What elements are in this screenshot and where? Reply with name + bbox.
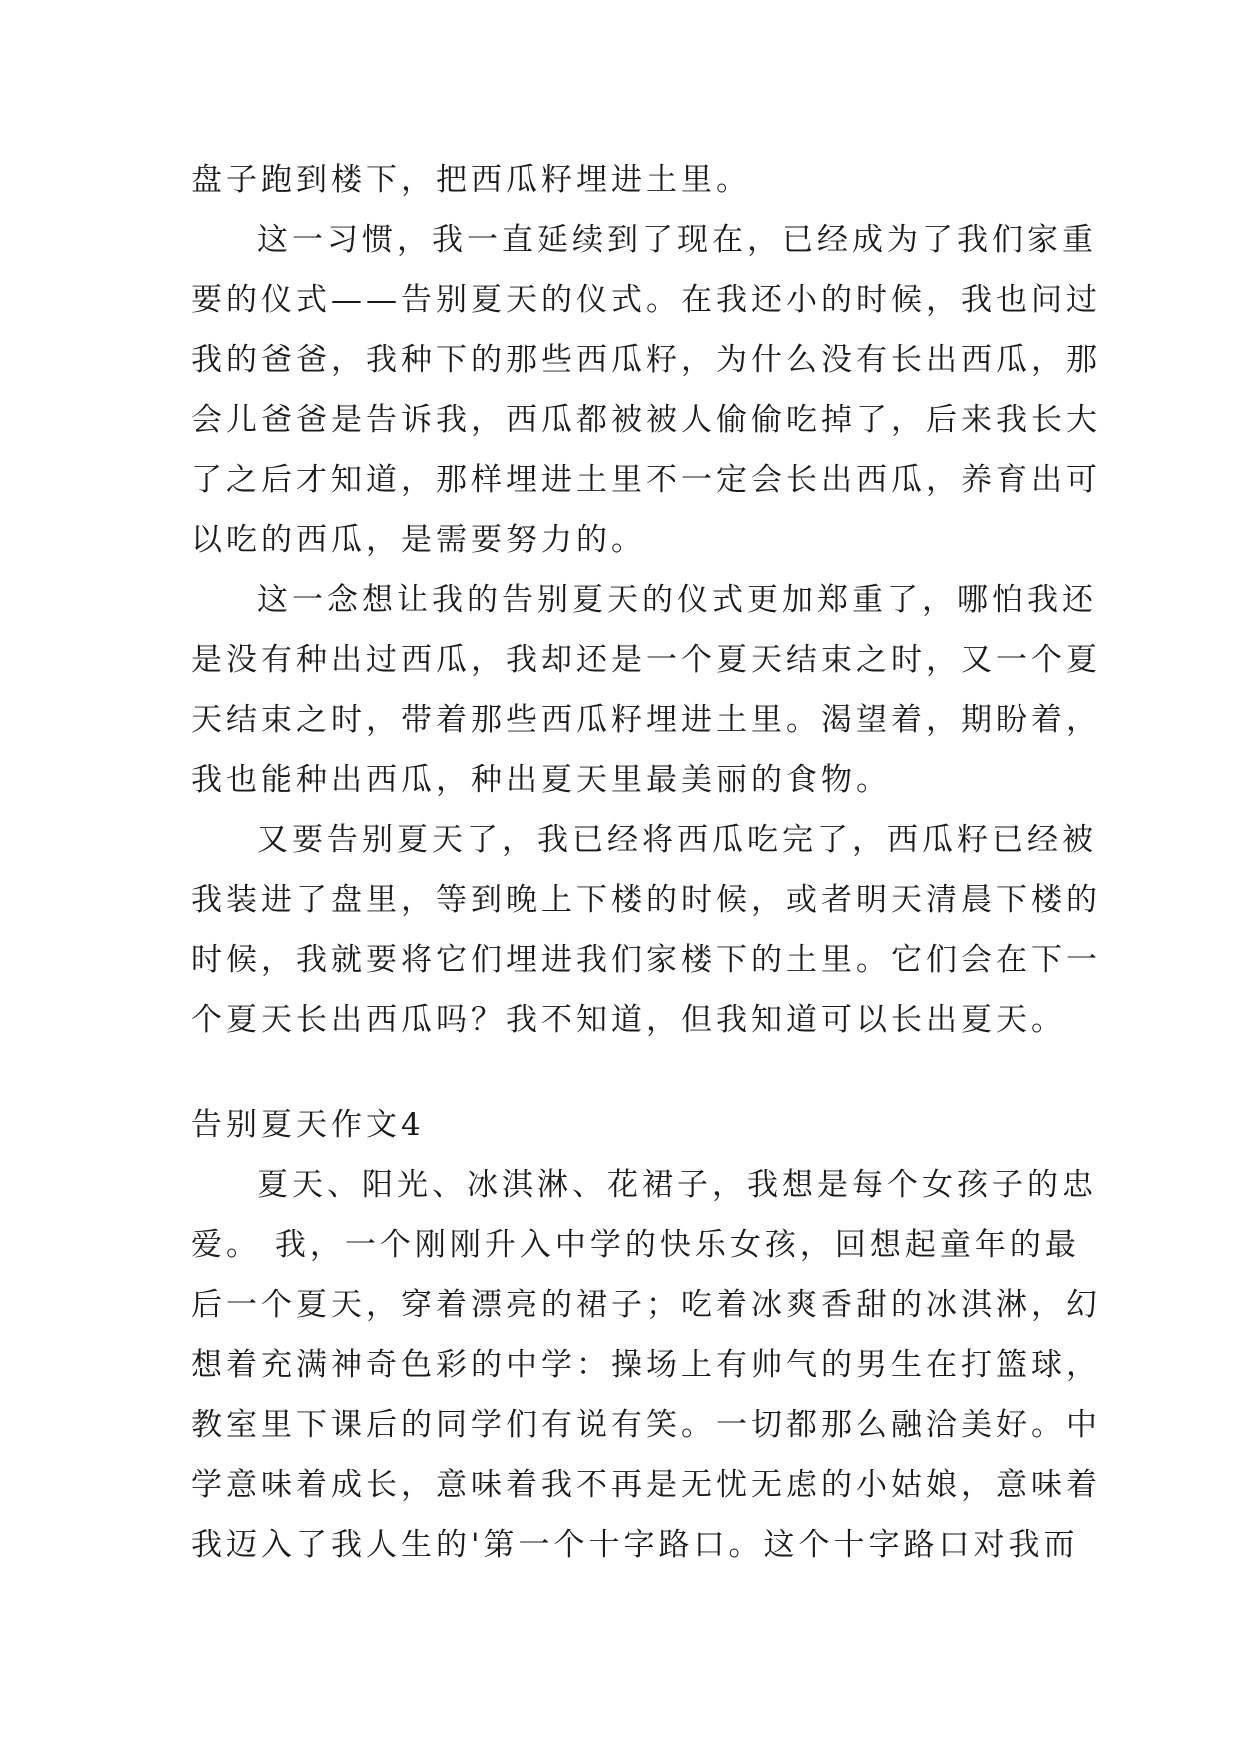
text-line: 是没有种出过西瓜，我却还是一个夏天结束之时，又一个夏 <box>191 642 1101 678</box>
text-line: 爱。 我，一个刚刚升入中学的快乐女孩，回想起童年的最 <box>191 1227 1080 1263</box>
paragraph-first-line: 这一念想让我的告别夏天的仪式更加郑重了，哪怕我还 <box>257 582 1097 618</box>
text-line: 教室里下课后的同学们有说有笑。一切都那么融洽美好。中 <box>191 1407 1101 1443</box>
text-line: 个夏天长出西瓜吗？我不知道，但我知道可以长出夏天。 <box>191 1002 1066 1038</box>
paragraph-first-line: 又要告别夏天了，我已经将西瓜吃完了，西瓜籽已经被 <box>257 822 1097 858</box>
text-line: 学意味着成长，意味着我不再是无忧无虑的小姑娘，意味着 <box>191 1467 1101 1503</box>
paragraph-first-line: 这一习惯，我一直延续到了现在，已经成为了我们家重 <box>257 222 1097 258</box>
section-heading: 告别夏天作文4 <box>191 1107 425 1143</box>
text-line: 后一个夏天，穿着漂亮的裙子；吃着冰爽香甜的冰淇淋，幻 <box>191 1287 1101 1323</box>
text-line: 以吃的西瓜，是需要努力的。 <box>191 522 646 558</box>
text-line: 要的仪式——告别夏天的仪式。在我还小的时候，我也问过 <box>191 282 1101 318</box>
text-line: 会儿爸爸是告诉我，西瓜都被被人偷偷吃掉了，后来我长大 <box>191 402 1101 438</box>
text-line: 了之后才知道，那样埋进土里不一定会长出西瓜，养育出可 <box>191 462 1101 498</box>
text-line: 我迈入了我人生的'第一个十字路口。这个十字路口对我而 <box>191 1527 1079 1563</box>
text-line: 想着充满神奇色彩的中学：操场上有帅气的男生在打篮球， <box>191 1347 1101 1383</box>
text-line: 我的爸爸，我种下的那些西瓜籽，为什么没有长出西瓜，那 <box>191 342 1101 378</box>
text-line: 天结束之时，带着那些西瓜籽埋进土里。渴望着，期盼着， <box>191 702 1101 738</box>
text-line: 我也能种出西瓜，种出夏天里最美丽的食物。 <box>191 762 891 798</box>
document-body <box>191 150 1101 1575</box>
paragraph-first-line: 夏天、阳光、冰淇淋、花裙子，我想是每个女孩子的忠 <box>257 1167 1097 1203</box>
text-line: 我装进了盘里，等到晚上下楼的时候，或者明天清晨下楼的 <box>191 882 1101 918</box>
text-line: 盘子跑到楼下，把西瓜籽埋进土里。 <box>191 162 751 198</box>
text-line: 时候，我就要将它们埋进我们家楼下的土里。它们会在下一 <box>191 942 1101 978</box>
